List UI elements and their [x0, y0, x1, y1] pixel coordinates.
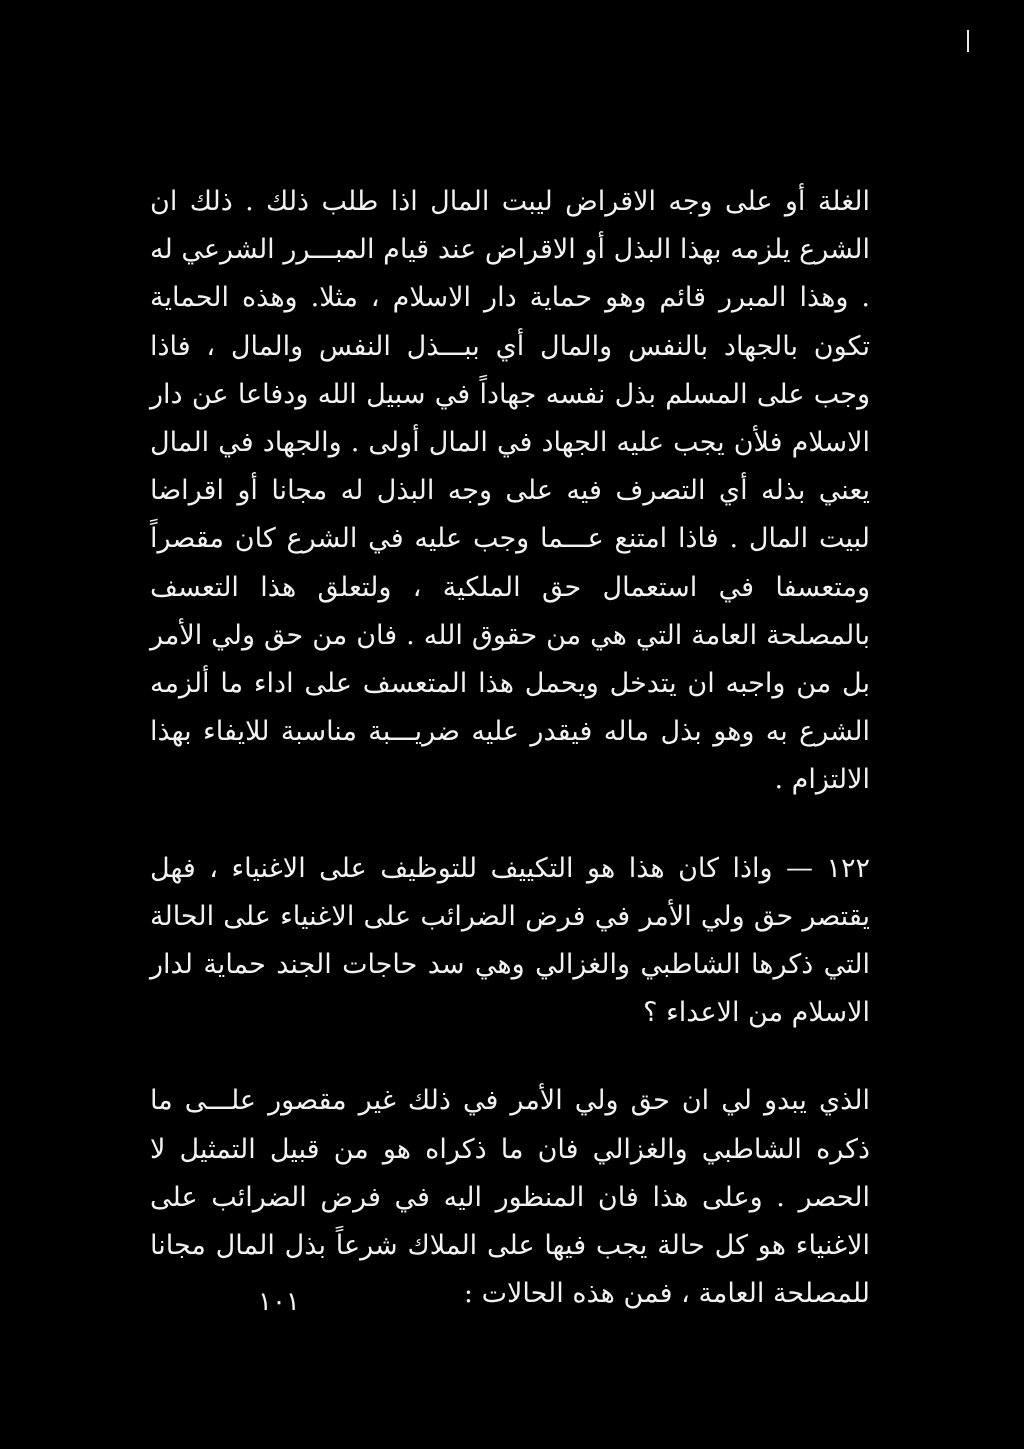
- paragraph-2: ١٢٢ — واذا كان هذا هو التكييف للتوظيف على الاغنياء ، فهل يقتصر حق ولي الأمر في فرض الضرائب على الاغنياء على الحالة التي ذكرها الشاطبي والغزالي وهي سد حاجات الجند حماية لدار الاسلام من الاعداء ؟: [150, 852, 870, 1029]
- paragraph-3: الذي يبدو لي ان حق ولي الأمر في ذلك غير مقصور علـــى ما ذكره الشاطبي والغزالي فان ما ذكراه هو من قبيل التمثيل لا الحصر . وعلى هذا فان المنظور اليه في فرض الضرائب على الاغنياء هو كل حالة يجب فيها على الملاك شرعاً بذل المال مجانا للمصلحة العامة ، فمن هذه الحالات :: [150, 1085, 870, 1310]
- page-corner-mark: [967, 30, 969, 52]
- paragraph-1: الغلة أو على وجه الاقراض ليبت المال اذا طلب ذلك . ذلك ان الشرع يلزمه بهذا البذل أو الاقراض عند قيام المبـــرر الشرعي له . وهذا المبرر قائم وهو حماية دار الاسلام ، مثلا. وهذه الحماية تكون بالجهاد بالنفس والمال أي ببـــذل النفس والمال ، فاذا وجب على المسلم بذل نفسه جهاداً في سبيل الله ودفاعا عن دار الاسلام فلأن يجب عليه الجهاد في المال أولى . والجهاد في المال يعني بذله أي التصرف فيه على وجه البذل له مجانا أو اقراضا لبيت المال . فاذا امتنع عـــما وجب عليه في الشرع كان مقصراً ومتعسفا في استعمال حق الملكية ، ولتعلق هذا التعسف بالمصلحة العامة التي هي من حقوق الله . فان من حق ولي الأمر بل من واجبه ان يتدخل ويحمل هذا المتعسف على اداء ما ألزمه الشرع به وهو بذل ماله فيقدر عليه ضريـــبة مناسبة للايفاء بهذا الالتزام .: [150, 186, 870, 796]
- page-body: [150, 178, 870, 1318]
- page-number: ١٠١: [258, 1287, 300, 1317]
